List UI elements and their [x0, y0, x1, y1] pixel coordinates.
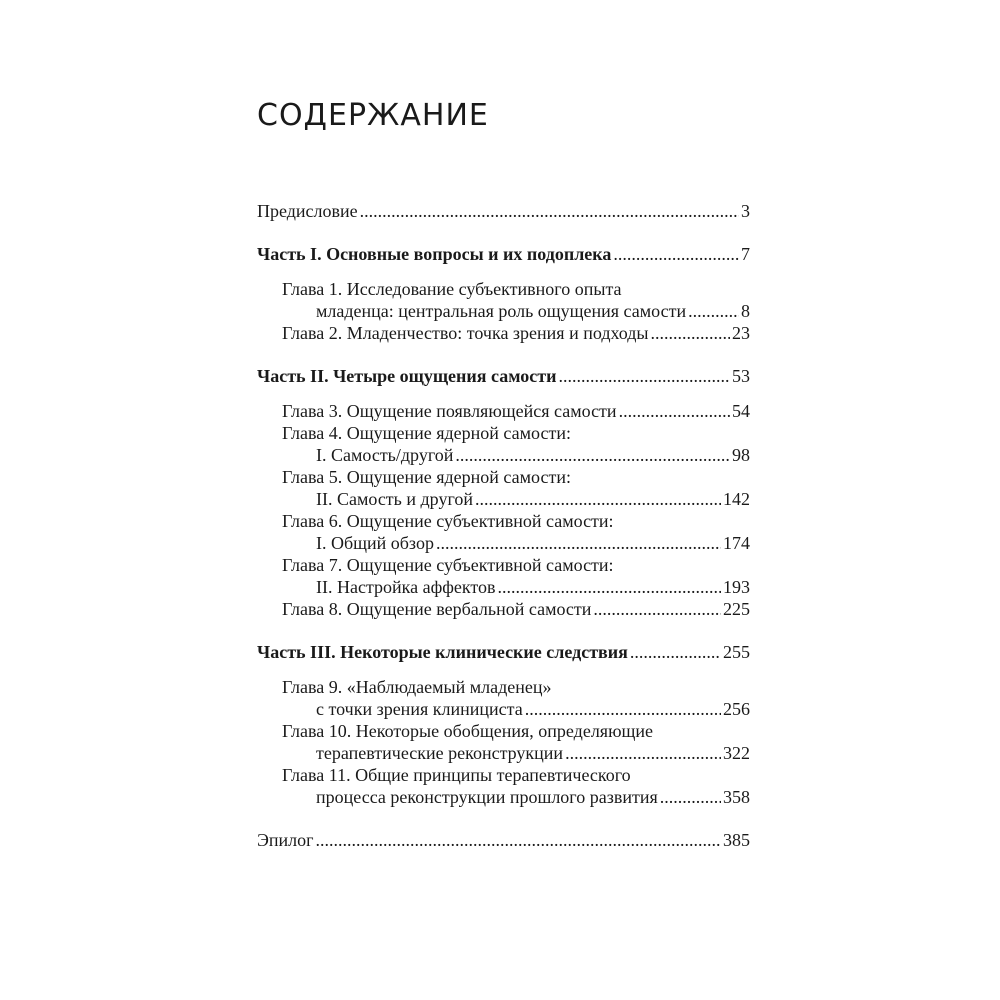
- toc-entry-title: Глава 9. «Наблюдаемый младенец»: [282, 677, 552, 697]
- toc-entry-title-continued: II. Самость и другой: [316, 489, 474, 509]
- toc-entry-title: Глава 2. Младенчество: точка зрения и подходы: [282, 323, 649, 343]
- dot-leader: [475, 488, 721, 510]
- dot-leader: [688, 300, 739, 322]
- toc-entry-chapter-5: [257, 466, 750, 510]
- toc-entry-title-continued: II. Настройка аффектов: [316, 577, 496, 597]
- dot-leader: [593, 598, 721, 620]
- toc-entry-title: Предисловие: [257, 201, 358, 221]
- toc-page-number: 256: [723, 699, 750, 719]
- page-title: СОДЕРЖАНИЕ: [257, 98, 489, 133]
- toc-entry-chapter-7: [257, 554, 750, 598]
- toc-entry-part-1: [257, 243, 750, 265]
- toc-entry-chapter-8: [257, 598, 750, 620]
- toc-entry-title: Глава 8. Ощущение вербальной самости: [282, 599, 592, 619]
- toc-entry-title: Глава 1. Исследование субъективного опыта: [282, 279, 622, 299]
- toc-entry-title: Глава 4. Ощущение ядерной самости:: [282, 423, 571, 443]
- dot-leader: [558, 365, 730, 387]
- toc-entry-chapter-6: [257, 510, 750, 554]
- dot-leader: [565, 742, 721, 764]
- toc-page-number: 23: [732, 323, 750, 343]
- toc-entry-epilogue: [257, 829, 750, 851]
- toc-entry-title-continued: с точки зрения клинициста: [316, 699, 523, 719]
- dot-leader: [316, 829, 721, 851]
- toc-entry-chapter-2: [257, 322, 750, 344]
- toc-entry-chapter-10: [257, 720, 750, 764]
- toc-page-number: 142: [723, 489, 750, 509]
- dot-leader: [455, 444, 730, 466]
- toc-page-number: 174: [723, 533, 750, 553]
- dot-leader: [360, 200, 739, 222]
- toc-page-number: 358: [723, 787, 750, 807]
- toc-entry-chapter-3: [257, 400, 750, 422]
- toc-entry-title: Глава 6. Ощущение субъективной самости:: [282, 511, 614, 531]
- toc-entry-chapter-4: [257, 422, 750, 466]
- toc-entry-title-continued: I. Общий обзор: [316, 533, 434, 553]
- toc-entry-title: Эпилог: [257, 830, 314, 850]
- dot-leader: [630, 641, 721, 663]
- dot-leader: [651, 322, 730, 344]
- dot-leader: [497, 576, 721, 598]
- toc-page-number: 193: [723, 577, 750, 597]
- toc-page-number: 385: [723, 830, 750, 850]
- toc-entry-title: Часть II. Четыре ощущения самости: [257, 366, 557, 386]
- toc-entry-part-2: [257, 365, 750, 387]
- toc-page-number: 255: [723, 642, 750, 662]
- toc-page-number: 53: [732, 366, 750, 386]
- dot-leader: [436, 532, 721, 554]
- dot-leader: [525, 698, 721, 720]
- toc-page-number: 3: [741, 201, 750, 221]
- toc-entry-title-continued: терапевтические реконструкции: [316, 743, 564, 763]
- toc-entry-title: Глава 5. Ощущение ядерной самости:: [282, 467, 571, 487]
- dot-leader: [619, 400, 730, 422]
- toc-entry-preface: [257, 200, 750, 222]
- toc-entry-chapter-11: [257, 764, 750, 808]
- toc-entry-title: Глава 7. Ощущение субъективной самости:: [282, 555, 614, 575]
- toc-page-number: 322: [723, 743, 750, 763]
- toc-page-number: 7: [741, 244, 750, 264]
- toc-entry-chapter-9: [257, 676, 750, 720]
- toc-entry-title-continued: I. Самость/другой: [316, 445, 454, 465]
- toc-entry-chapter-1: [257, 278, 750, 322]
- table-of-contents: [257, 200, 750, 851]
- dot-leader: [660, 786, 721, 808]
- toc-entry-title: Часть I. Основные вопросы и их подоплека: [257, 244, 612, 264]
- toc-page-number: 98: [732, 445, 750, 465]
- toc-entry-title: Часть III. Некоторые клинические следствия: [257, 642, 628, 662]
- toc-page-number: 54: [732, 401, 750, 421]
- toc-page-number: 8: [741, 301, 750, 321]
- toc-page-number: 225: [723, 599, 750, 619]
- dot-leader: [613, 243, 739, 265]
- toc-entry-title: Глава 11. Общие принципы терапевтического: [282, 765, 631, 785]
- toc-entry-title: Глава 10. Некоторые обобщения, определяющие: [282, 721, 654, 741]
- toc-entry-part-3: [257, 641, 750, 663]
- toc-entry-title: Глава 3. Ощущение появляющейся самости: [282, 401, 617, 421]
- toc-entry-title-continued: младенца: центральная роль ощущения самости: [316, 301, 687, 321]
- toc-entry-title-continued: процесса реконструкции прошлого развития: [316, 787, 658, 807]
